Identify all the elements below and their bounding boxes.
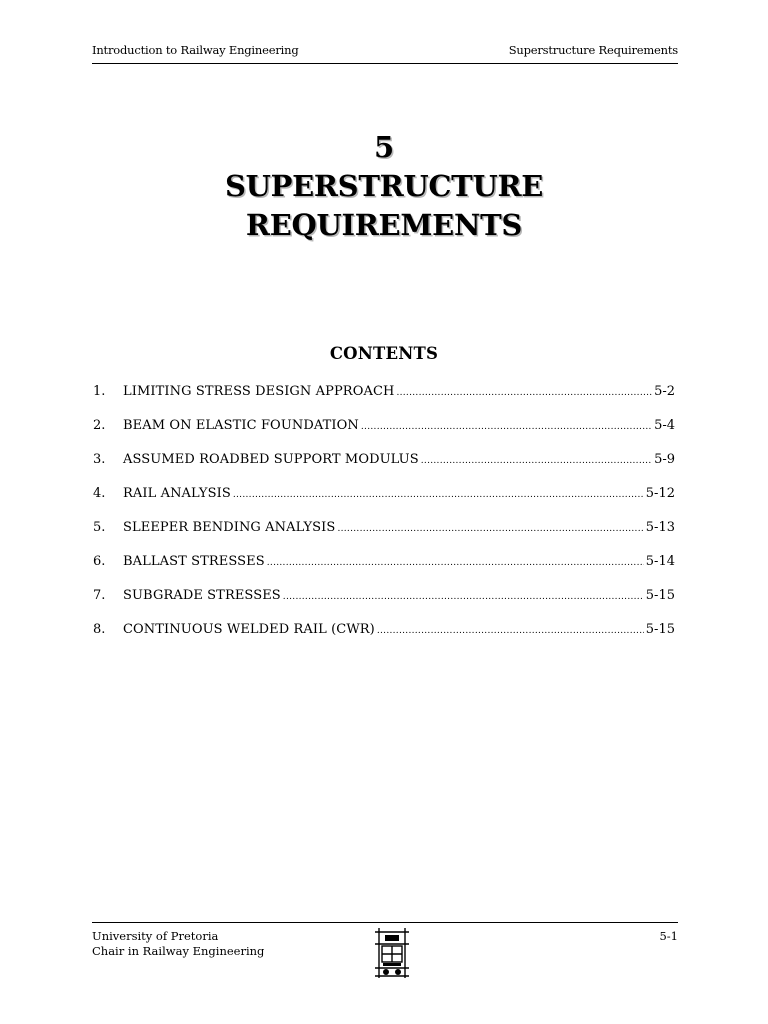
toc-entry-page: 5-2 — [654, 384, 675, 399]
toc-entry[interactable] — [93, 384, 675, 418]
toc-entry[interactable] — [93, 418, 675, 452]
footer-university: University of Pretoria — [92, 929, 219, 943]
toc-entry-title: LIMITING STRESS DESIGN APPROACH — [123, 384, 395, 399]
chapter-title-line2: REQUIREMENTS — [245, 208, 523, 242]
toc-entry[interactable] — [93, 452, 675, 486]
table-of-contents — [93, 384, 675, 656]
toc-entry-page: 5-4 — [654, 418, 675, 433]
toc-dot-leader — [396, 388, 652, 398]
toc-dot-leader — [233, 490, 644, 500]
toc-dot-leader — [361, 422, 652, 432]
toc-entry-number: 6. — [93, 554, 106, 569]
chapter-title-line1: SUPERSTRUCTURE — [224, 169, 544, 203]
toc-entry-title: BALLAST STRESSES — [123, 554, 265, 569]
running-header — [92, 43, 678, 64]
toc-entry-title: ASSUMED ROADBED SUPPORT MODULUS — [123, 452, 419, 467]
toc-entry-title: SUBGRADE STRESSES — [123, 588, 281, 603]
toc-dot-leader — [283, 592, 644, 602]
footer-chair: Chair in Railway Engineering — [92, 944, 265, 958]
footer-institution — [92, 929, 264, 959]
chapter-number: 5 — [374, 130, 394, 164]
chapter-title — [0, 128, 768, 245]
header-left-title: Introduction to Railway Engineering — [92, 43, 299, 57]
toc-entry[interactable] — [93, 588, 675, 622]
header-right-title: Superstructure Requirements — [508, 43, 678, 57]
toc-entry[interactable] — [93, 622, 675, 656]
contents-heading: CONTENTS — [329, 344, 439, 363]
toc-entry-number: 7. — [93, 588, 106, 603]
toc-entry-number: 4. — [93, 486, 106, 501]
toc-entry[interactable] — [93, 554, 675, 588]
toc-entry-number: 2. — [93, 418, 106, 433]
toc-entry[interactable] — [93, 520, 675, 554]
toc-entry[interactable] — [93, 486, 675, 520]
toc-entry-page: 5-14 — [645, 554, 675, 569]
toc-entry-title: SLEEPER BENDING ANALYSIS — [123, 520, 336, 535]
toc-entry-number: 3. — [93, 452, 106, 467]
toc-dot-leader — [421, 456, 652, 466]
toc-dot-leader — [267, 558, 644, 568]
toc-entry-number: 5. — [93, 520, 106, 535]
toc-entry-page: 5-13 — [645, 520, 675, 535]
toc-entry-title: CONTINUOUS WELDED RAIL (CWR) — [123, 622, 375, 637]
toc-entry-page: 5-15 — [645, 588, 675, 603]
page-footer — [92, 922, 678, 985]
footer-page-number: 5-1 — [659, 929, 678, 943]
railway-logo-icon — [371, 926, 413, 982]
toc-entry-number: 8. — [93, 622, 106, 637]
toc-entry-title: RAIL ANALYSIS — [123, 486, 231, 501]
toc-entry-page: 5-9 — [654, 452, 675, 467]
toc-dot-leader — [337, 524, 643, 534]
toc-entry-title: BEAM ON ELASTIC FOUNDATION — [123, 418, 359, 433]
toc-entry-number: 1. — [93, 384, 106, 399]
toc-entry-page: 5-15 — [645, 622, 675, 637]
toc-dot-leader — [377, 626, 644, 636]
toc-entry-page: 5-12 — [645, 486, 675, 501]
